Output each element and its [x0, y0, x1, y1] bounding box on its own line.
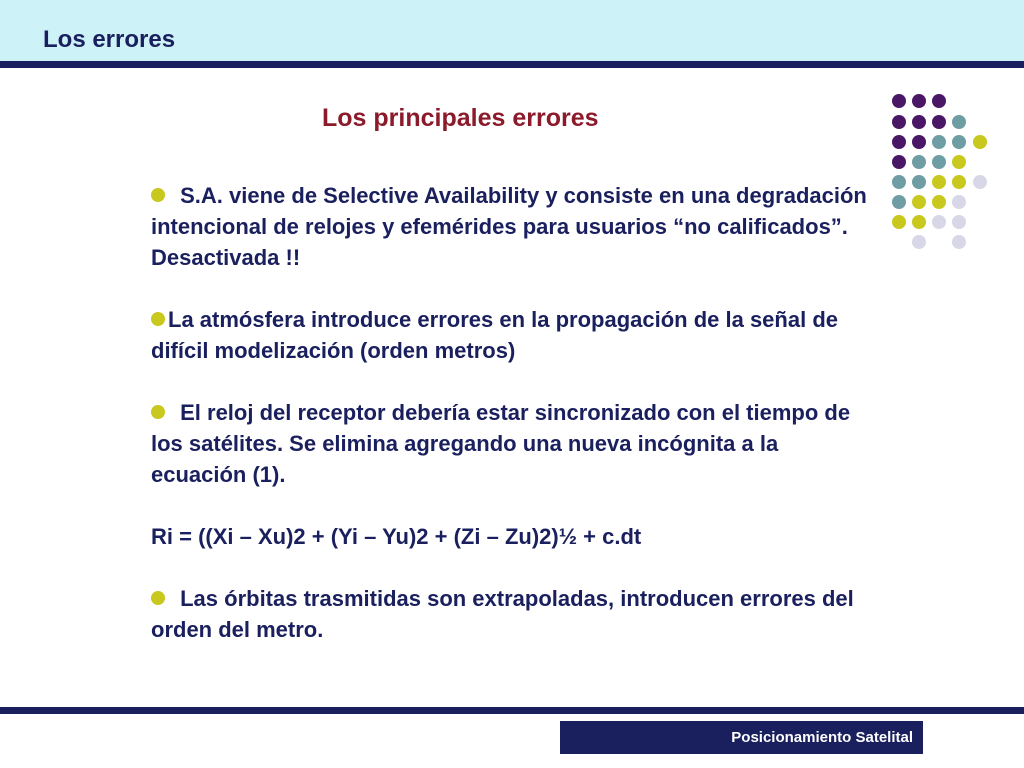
- dot: [952, 175, 966, 189]
- dot: [892, 135, 906, 149]
- bullet-text: Las órbitas trasmitidas son extrapoladas, introducen errores del orden del metro.: [151, 586, 854, 642]
- dot: [912, 135, 926, 149]
- dot: [952, 135, 966, 149]
- footer-divider: [0, 707, 1024, 714]
- dot: [912, 235, 926, 249]
- dot: [952, 115, 966, 129]
- dot: [932, 135, 946, 149]
- bullet-text: El reloj del receptor debería estar sincronizado con el tiempo de los satélites. Se elimina agregando una nueva incógnita a la ecuación (1).: [151, 400, 851, 487]
- bullet-item: [151, 304, 871, 366]
- dot: [952, 235, 966, 249]
- bullet-dot-icon: [151, 312, 165, 326]
- header-divider: [0, 61, 1024, 68]
- dot: [912, 94, 926, 108]
- dot: [932, 215, 946, 229]
- dot: [892, 94, 906, 108]
- dot: [973, 135, 987, 149]
- dot: [973, 175, 987, 189]
- dot: [912, 155, 926, 169]
- bullet-dot-icon: [151, 405, 165, 419]
- dot: [912, 175, 926, 189]
- slide-title: Los principales errores: [322, 104, 599, 132]
- bullet-item: [151, 180, 871, 273]
- dot: [932, 175, 946, 189]
- dot: [932, 155, 946, 169]
- footer-label: Posicionamiento Satelital: [560, 721, 923, 754]
- bullet-dot-icon: [151, 188, 165, 202]
- dot: [952, 215, 966, 229]
- bullet-text: S.A. viene de Selective Availability y consiste en una degradación intencional de relojes y efemérides para usuarios “no calificados”. Desactivada !!: [151, 183, 867, 270]
- dot: [932, 195, 946, 209]
- dot-matrix-icon: [889, 91, 999, 251]
- dot: [932, 115, 946, 129]
- bullet-item: [151, 583, 871, 645]
- dot: [912, 195, 926, 209]
- dot: [932, 94, 946, 108]
- dot: [892, 115, 906, 129]
- dot: [912, 215, 926, 229]
- dot: [892, 175, 906, 189]
- bullet-dot-icon: [151, 591, 165, 605]
- dot: [892, 195, 906, 209]
- equation: Ri = ((Xi – Xu)2 + (Yi – Yu)2 + (Zi – Zu)2)½ + c.dt: [151, 524, 642, 549]
- slide-body: [151, 180, 871, 645]
- bullet-text: La atmósfera introduce errores en la propagación de la señal de difícil modelización (orden metros): [151, 307, 838, 363]
- bullet-item: [151, 397, 871, 490]
- dot: [952, 195, 966, 209]
- dot: [912, 115, 926, 129]
- section-title: Los errores: [43, 26, 176, 53]
- dot: [952, 155, 966, 169]
- dot: [892, 155, 906, 169]
- dot: [892, 215, 906, 229]
